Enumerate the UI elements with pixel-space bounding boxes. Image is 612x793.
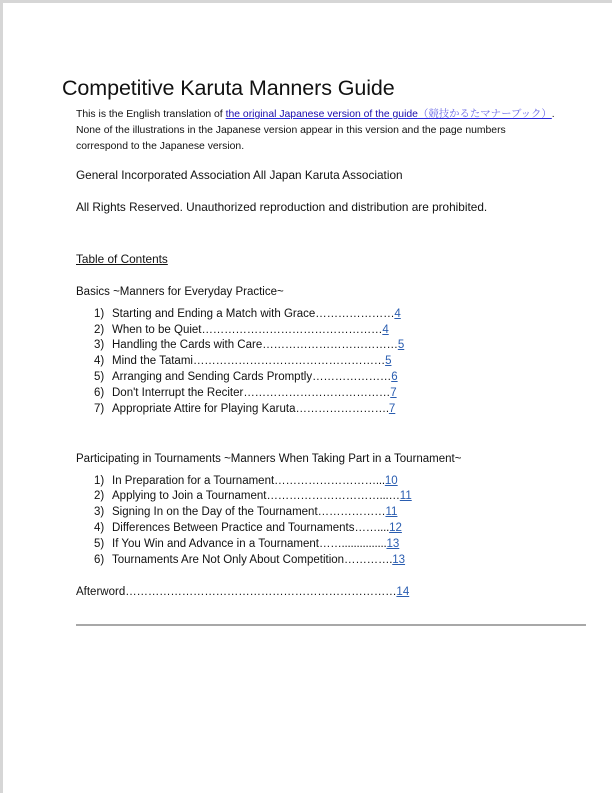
toc-item-leader: ………………………………: [262, 339, 398, 351]
toc-item-leader: …………………: [315, 308, 395, 320]
page-title: Competitive Karuta Manners Guide: [62, 76, 395, 100]
toc-item-leader: …………………….: [295, 403, 389, 415]
toc-item-label: Handling the Cards with Care: [112, 339, 263, 351]
intro-suffix: .: [551, 109, 555, 120]
toc-page-link[interactable]: 11: [399, 490, 412, 502]
intro-line-3: correspond to the Japanese version.: [76, 141, 245, 152]
toc-page-link[interactable]: 7: [390, 387, 397, 399]
toc-item-leader: ………………: [317, 506, 386, 518]
toc-item-label: Starting and Ending a Match with Grace: [112, 308, 316, 320]
toc-item-number: 3): [94, 339, 105, 351]
toc-item-number: 4): [94, 355, 105, 367]
original-guide-link-jp: （競技かるたマナーブック）: [417, 109, 552, 120]
toc-item: [94, 522, 402, 538]
toc-item: [94, 387, 397, 403]
toc-section-basics: Basics ~Manners for Everyday Practice~: [76, 286, 284, 298]
intro-prefix: This is the English translation of: [76, 109, 226, 120]
toc-item: [94, 506, 397, 522]
toc-item-leader: …………………: [312, 371, 392, 383]
toc-item-label: Arranging and Sending Cards Promptly: [112, 371, 313, 383]
original-guide-link[interactable]: [226, 109, 552, 120]
afterword-leader: ………………………………………………………………: [125, 586, 397, 598]
toc-item: [94, 355, 391, 371]
toc-item-leader: …………………………...…: [266, 490, 400, 502]
toc-item-label: When to be Quiet: [112, 324, 202, 336]
toc-item-label: Mind the Tatami: [112, 355, 193, 367]
toc-item-label: Signing In on the Day of the Tournament: [112, 506, 318, 518]
toc-item-label: Applying to Join a Tournament: [112, 490, 267, 502]
toc-page-link[interactable]: 7: [388, 403, 396, 415]
toc-item-leader: ……...............: [318, 538, 387, 550]
original-guide-link-text: the original Japanese version of the guide: [225, 109, 418, 120]
toc-item-leader: ……....: [354, 522, 390, 534]
toc-item-label: Differences Between Practice and Tournaments: [112, 522, 355, 534]
toc-heading: Table of Contents: [76, 252, 168, 266]
toc-item-number: 6): [94, 554, 105, 566]
toc-page-link[interactable]: 4: [394, 308, 401, 320]
toc-page-link[interactable]: 5: [397, 339, 405, 351]
toc-item: [94, 324, 389, 340]
toc-item: [94, 371, 398, 387]
toc-item-leader: ………….: [344, 554, 393, 566]
toc-item: [94, 538, 399, 554]
toc-item-leader: ……………………………………………: [192, 355, 386, 367]
toc-item-label: Appropriate Attire for Playing Karuta: [112, 403, 296, 415]
toc-item-number: 4): [94, 522, 105, 534]
toc-item: [94, 475, 398, 491]
toc-page-link[interactable]: 4: [382, 324, 389, 336]
toc-page-link[interactable]: 11: [385, 506, 398, 518]
intro-line-1: [76, 107, 555, 123]
toc-item-number: 5): [94, 371, 105, 383]
toc-item: [94, 308, 401, 324]
intro-line-2: None of the illustrations in the Japanese version appear in this version and the page numbers: [76, 125, 506, 136]
toc-page-link[interactable]: 13: [386, 538, 400, 550]
toc-item-number: 3): [94, 506, 105, 518]
toc-item: [94, 339, 404, 355]
toc-item-number: 2): [94, 324, 105, 336]
toc-section-tournaments: Participating in Tournaments ~Manners When Taking Part in a Tournament~: [76, 453, 462, 465]
toc-item: [94, 554, 405, 570]
afterword-label: Afterword: [76, 586, 126, 598]
horizontal-rule: [76, 624, 586, 626]
toc-item-number: 1): [94, 308, 105, 320]
toc-page-link[interactable]: 12: [389, 522, 402, 534]
toc-item-leader: ………………………...: [274, 475, 385, 487]
afterword-page-link[interactable]: 14: [396, 586, 410, 598]
toc-page-link[interactable]: 13: [392, 554, 406, 566]
toc-item-label: If You Win and Advance in a Tournament: [112, 538, 319, 550]
toc-item-number: 1): [94, 475, 105, 487]
toc-item: [94, 403, 395, 419]
toc-afterword: [76, 586, 409, 598]
toc-page-link[interactable]: 10: [384, 475, 398, 487]
toc-item-number: 6): [94, 387, 105, 399]
toc-item: [94, 490, 412, 506]
toc-item-label: Tournaments Are Not Only About Competition: [112, 554, 345, 566]
toc-item-number: 7): [94, 403, 105, 415]
toc-item-label: In Preparation for a Tournament: [112, 475, 275, 487]
toc-item-number: 2): [94, 490, 105, 502]
toc-item-label: Don't Interrupt the Reciter: [112, 387, 244, 399]
toc-item-number: 5): [94, 538, 105, 550]
toc-page-link[interactable]: 6: [391, 371, 398, 383]
toc-item-leader: …………………………………: [243, 387, 391, 399]
organization-name: General Incorporated Association All Japan Karuta Association: [76, 168, 403, 182]
toc-page-link[interactable]: 5: [385, 355, 392, 367]
rights-notice: All Rights Reserved. Unauthorized reproduction and distribution are prohibited.: [76, 200, 488, 214]
toc-item-leader: …………………………………………: [201, 324, 383, 336]
